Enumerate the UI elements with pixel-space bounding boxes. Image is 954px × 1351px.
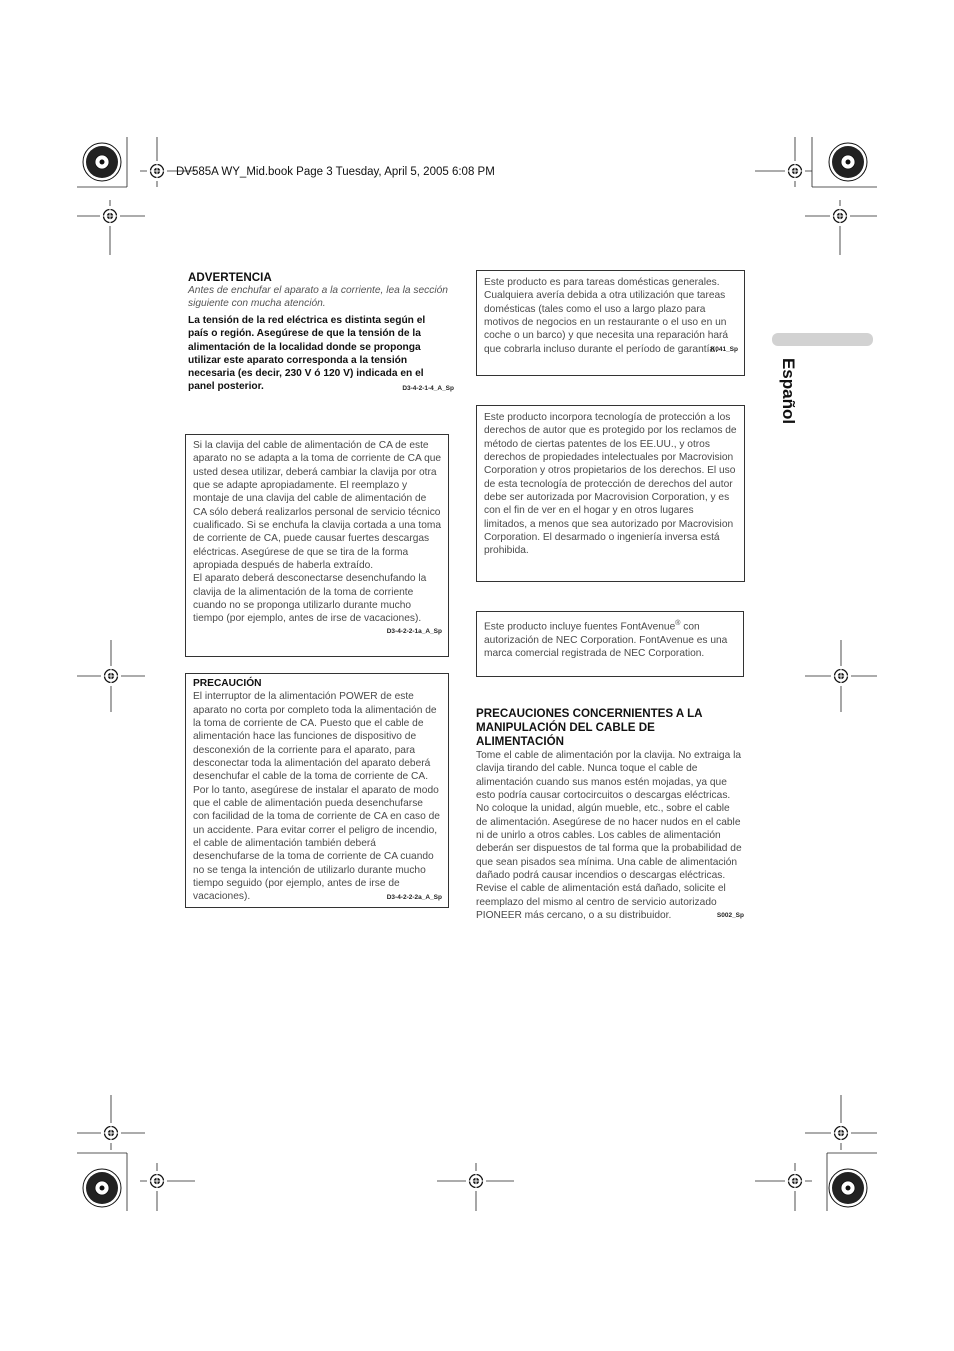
fontavenue-text: Este producto incluye fuentes FontAvenue® con autorización de NEC Corporation. FontAvenue es una marca comercial registrada de NEC Corporation. xyxy=(484,620,728,660)
clavija-notice-box xyxy=(185,434,449,657)
language-tab-bar xyxy=(772,333,873,346)
advertencia-body: La tensión de la red eléctrica es distinta según el país o región. Asegúrese de que la tensión de la alimentación de la localidad donde se proponga utilizar este aparato corresponda a la tensión necesaria (es decir, 230 V ó 120 V) indicada en el panel posterior. xyxy=(188,315,426,393)
garantia-text: Este producto es para tareas domésticas generales. Cualquiera avería debida a otra utilización que tareas domésticas (tales como el uso a largo plazo para motivos de negocios en un restaurante o el uso en un coche o un barco) y que necesita una reparación hará que cobrarla incluso durante el período de garantía. xyxy=(484,277,729,355)
clavija-code: D3-4-2-2-1a_A_Sp xyxy=(386,627,442,635)
cable-section xyxy=(476,707,744,922)
registered-mark: ® xyxy=(675,620,681,627)
language-label: Español xyxy=(779,357,798,425)
garantia-box xyxy=(476,270,745,376)
advertencia-section xyxy=(188,271,454,392)
cable-code: S002_Sp xyxy=(716,912,744,920)
precaucion-code: D3-4-2-2-2a_A_Sp xyxy=(386,893,442,901)
cable-text: Tome el cable de alimentación por la clavija. No extraiga la clavija tirando del cable. Nunca toque el cable de alimentación cuando sus manos estén mojadas, ya que esto podría causar cortocircuitos o descargas eléctricas. No coloque la unidad, algún mueble, etc., sobre el cable de alimentación. Asegúrese de no hacer nudos en el cable ni de unirlo a otros cables. Los cables de alimentación deberán ser dispuestos de tal forma que la probabilidad de que sean pisados sea mínima. Una cable de alimentación dañado podrá causar incendios o descargas eléctricas. Revise el cable de alimentación está dañado, solicite el reemplazo del mismo al centro de servicio autorizado PIONEER más cercano, o a su distribuidor. xyxy=(476,750,742,922)
advertencia-intro: Antes de enchufar el aparato a la corriente, lea la sección siguiente con mucha atención. xyxy=(188,285,448,309)
clavija-text: Si la clavija del cable de alimentación de CA de este aparato no se adapta a la toma de corriente de CA que usted desea utilizar, deberá cambiar la clavija por otra que se adapte apropiadamente. El reemplazo y montaje de una clavija del cable de alimentación de CA sólo deberá realizarlos personal de servicio técnico cualificado. Si se enchufa la clavija cortada a una toma de corriente de CA, puede causar fuertes descargas eléctricas. Asegúrese de que se tira de la forma apropiada después de haberla extraído. xyxy=(193,440,442,572)
precaucion-title: PRECAUCIÓN xyxy=(193,678,262,689)
garantia-code: K041_Sp xyxy=(710,346,738,354)
fontavenue-box xyxy=(476,611,744,677)
precaucion-text: El interruptor de la alimentación POWER de este aparato no corta por completo toda la alimentación de la toma de corriente de CA. Puesto que el cable de alimentación hace las funciones de dispositivo de desconexión de la corriente para el aparato, para desconectar toda la alimentación del aparato deberá desenchufar el cable de la toma de corriente de CA. Por lo tanto, asegúrese de instalar el aparato de modo que el cable de alimentación pueda desenchufarse con facilidad de la toma de corriente de CA en caso de un accidente. Para evitar correr el peligro de incendio, el cable de alimentación también deberá desenchufarse de la toma de corriente de CA cuando no se tenga la intención de utilizarlo durante mucho tiempo seguido (por ejemplo, antes de irse de vacaciones). xyxy=(193,691,440,903)
file-header: DV585A WY_Mid.book Page 3 Tuesday, April 5, 2005 6:08 PM xyxy=(176,166,495,178)
clavija-text-2: El aparato deberá desconectarse desenchufando la clavija de la alimentación de la toma de corriente cuando no se proponga utilizarlo durante mucho tiempo (por ejemplo, antes de irse de vacaciones). xyxy=(193,573,427,625)
macrovision-text: Este producto incorpora tecnología de protección a los derechos de autor que es protegido por los reclamos de método de ciertas patentes de los EE.UU., y otros derechos de propiedades intelectuales por Macrovision Corporation y otros propietarios de los derechos. El uso de esta tecnología de protección de derechos del autor debe ser autorizada por Macrovision Corporation, y es con el fin de ver en el hogar y en otros lugares limitados, a menos que sea autorizado por Macrovision Corporation. El desarmado o ingeniería inversa está prohibida. xyxy=(484,412,737,557)
advertencia-title: ADVERTENCIA xyxy=(188,271,272,284)
cable-title: PRECAUCIONES CONCERNIENTES A LA MANIPULACIÓN DEL CABLE DE ALIMENTACIÓN xyxy=(476,707,703,748)
macrovision-box xyxy=(476,405,745,582)
precaucion-box xyxy=(185,673,449,908)
advertencia-code: D3-4-2-1-4_A_Sp xyxy=(402,384,454,392)
